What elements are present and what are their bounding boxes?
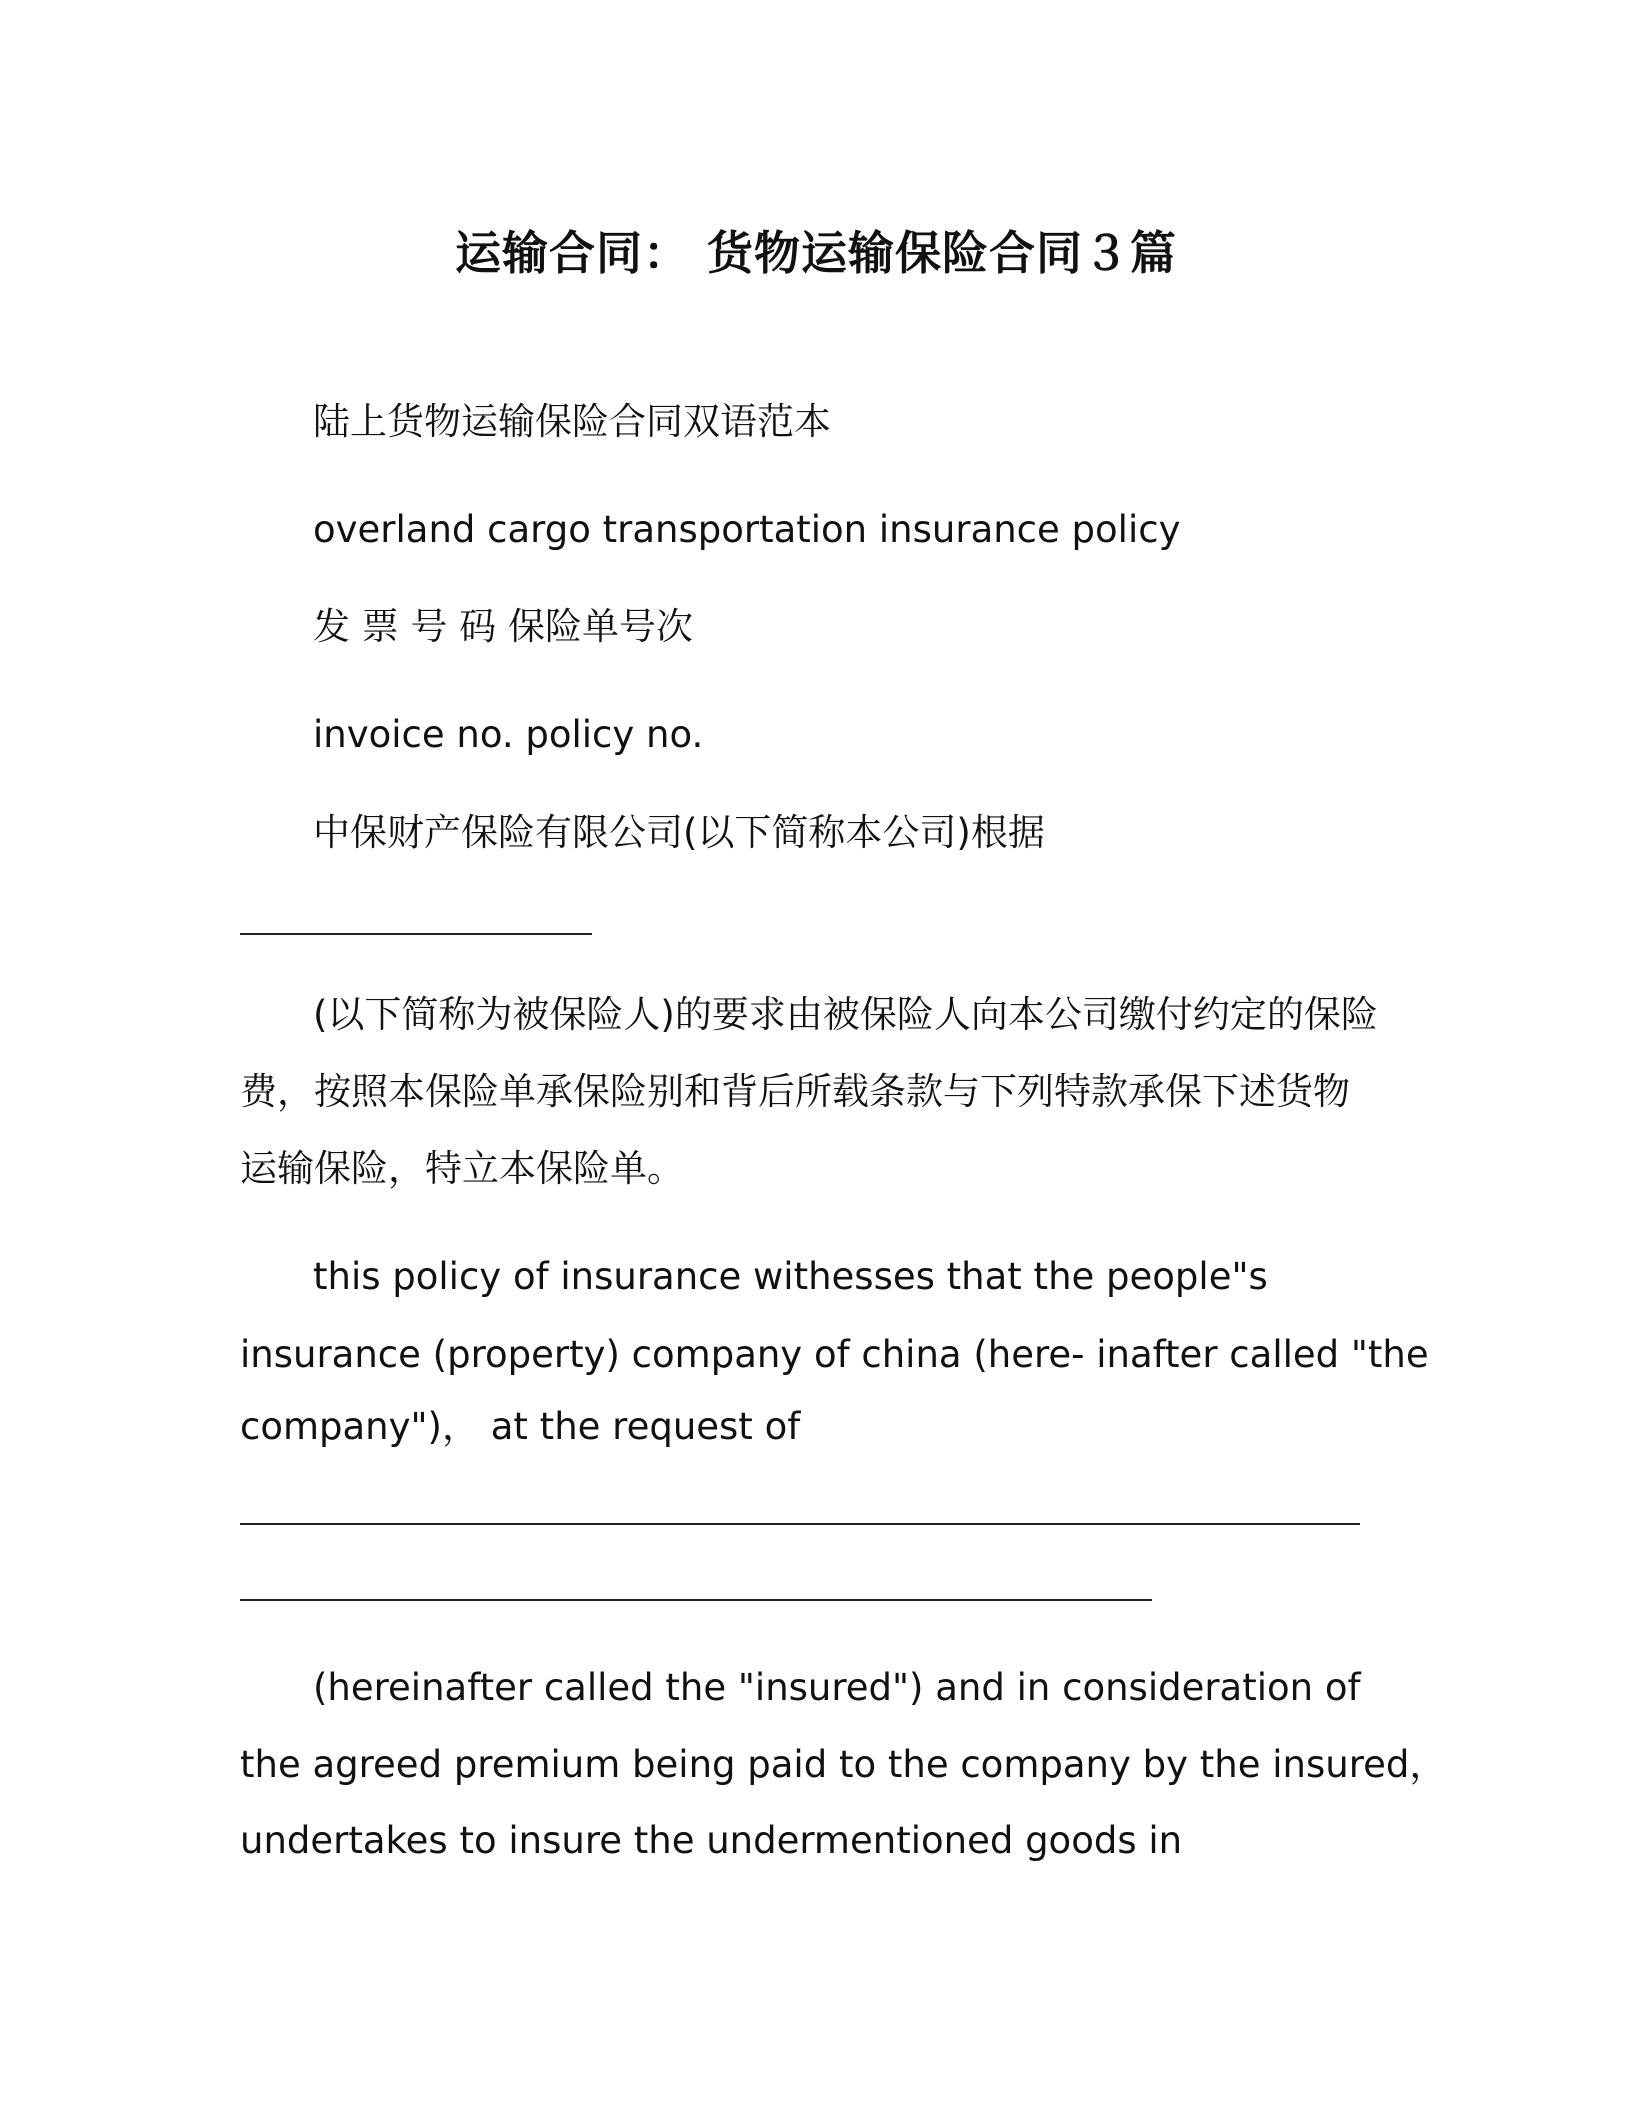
- blank-fill-line: [240, 1599, 1152, 1601]
- paragraph-english-line-1: this policy of insurance withesses that the people"s: [313, 1255, 1268, 1298]
- paragraph-english-line-3: company")， at the request of: [240, 1405, 801, 1448]
- insured-paragraph-line-3: undertakes to insure the undermentioned goods in: [240, 1819, 1183, 1862]
- subtitle-chinese: 陆上货物运输保险合同双语范本: [313, 400, 831, 443]
- insured-paragraph-line-2: the agreed premium being paid to the company by the insured，: [240, 1743, 1447, 1786]
- blank-fill-line: [240, 933, 592, 935]
- company-intro-line: 中保财产保险有限公司(以下简称本公司)根据: [313, 811, 1045, 854]
- paragraph-chinese-line-3: 运输保险，特立本保险单。: [240, 1147, 684, 1190]
- paragraph-english-line-2: insurance (property) company of china (here- inafter called "the: [240, 1333, 1429, 1376]
- paragraph-chinese-line-2: 费，按照本保险单承保险别和背后所载条款与下列特款承保下述货物: [240, 1070, 1350, 1113]
- invoice-policy-label-english: invoice no. policy no.: [313, 713, 704, 756]
- invoice-policy-label-chinese: 发 票 号 码 保险单号次: [313, 605, 694, 648]
- subtitle-english: overland cargo transportation insurance policy: [313, 508, 1181, 551]
- paragraph-chinese-line-1: (以下简称为被保险人)的要求由被保险人向本公司缴付约定的保险: [313, 993, 1378, 1036]
- insured-paragraph-line-1: (hereinafter called the "insured") and in consideration of: [313, 1666, 1361, 1709]
- blank-fill-line: [240, 1523, 1360, 1525]
- document-title: 运输合同： 货物运输保险合同３篇: [454, 226, 1177, 280]
